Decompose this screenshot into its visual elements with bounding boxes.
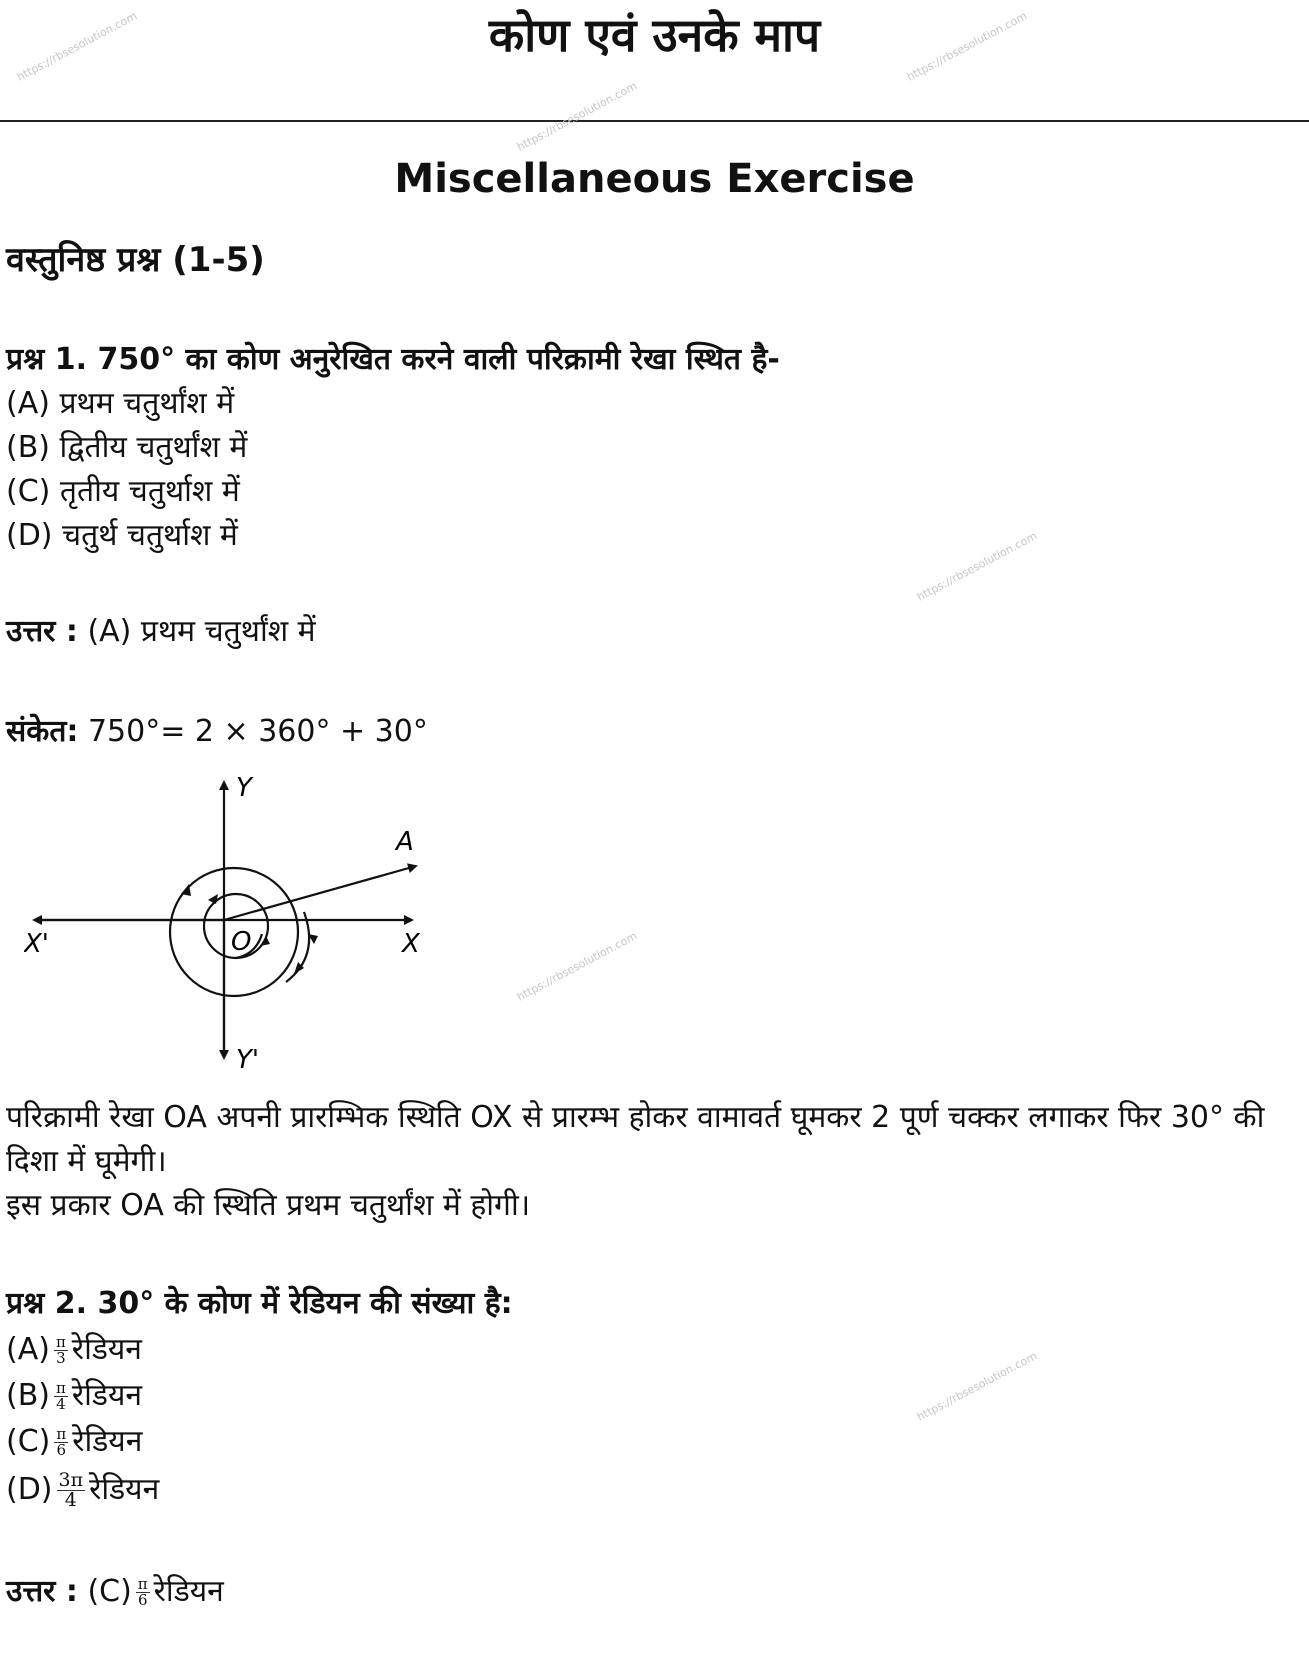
label-x: X (402, 929, 420, 959)
fraction-numerator: π (55, 1333, 66, 1351)
q2-answer (6, 1570, 224, 1614)
title-divider (0, 120, 1309, 122)
fraction-numerator: π (56, 1379, 66, 1397)
page-title: कोण एवं उनके माप (488, 8, 821, 62)
q2-option-a-prefix: (A) (6, 1332, 50, 1367)
q1-answer-label: उत्तर : (6, 614, 78, 649)
fraction-denominator: 4 (64, 1489, 77, 1511)
fraction (57, 1471, 86, 1510)
fraction (54, 1335, 68, 1366)
watermark: https://rbsesolution.com (914, 1349, 1040, 1424)
exercise-subtitle: Miscellaneous Exercise (394, 156, 915, 202)
section-heading: वस्तुनिष्ठ प्रश्न (1-5) (6, 240, 265, 280)
label-x-neg: X' (24, 929, 49, 959)
question-2-label: प्रश्न 2. (6, 1286, 87, 1321)
q1-hint (6, 710, 428, 754)
fraction-denominator: 6 (56, 1441, 67, 1459)
label-y: Y (236, 776, 252, 803)
question-1-label: प्रश्न 1. (6, 342, 87, 377)
q1-hint-label: संकेत: (6, 714, 79, 749)
fraction-numerator: π (56, 1425, 67, 1443)
q2-answer-unit: रेडियन (153, 1574, 224, 1609)
fraction-numerator: 3π (58, 1469, 84, 1491)
q2-option-d (6, 1468, 159, 1512)
q1-explanation-2: इस प्रकार OA की स्थिति प्रथम चतुर्थांश में होगी। (6, 1188, 531, 1223)
q1-option-b: (B) द्वितीय चतुर्थांश में (6, 430, 248, 465)
ray-oa (224, 866, 416, 920)
watermark: https://rbsesolution.com (904, 9, 1030, 84)
label-y-neg: Y' (236, 1045, 260, 1075)
q2-option-c-prefix: (C) (6, 1424, 51, 1459)
fraction-denominator: 3 (56, 1349, 66, 1367)
question-2 (6, 1282, 513, 1326)
fraction (54, 1381, 68, 1412)
q1-option-a: (A) प्रथम चतुर्थांश में (6, 386, 235, 421)
q2-answer-label: उत्तर : (6, 1574, 78, 1609)
q1-option-c: (C) तृतीय चतुर्थाश में (6, 474, 240, 509)
q2-option-a-unit: रेडियन (71, 1332, 142, 1367)
circle-arrow-2 (208, 894, 218, 904)
watermark: https://rbsesolution.com (14, 9, 140, 84)
question-1 (6, 338, 780, 382)
q1-answer (6, 610, 316, 654)
q2-option-b-prefix: (B) (6, 1378, 50, 1413)
q2-option-b (6, 1374, 142, 1418)
fraction-denominator: 4 (56, 1395, 66, 1413)
question-2-text: 30° के कोण में रेडियन की संख्या है: (97, 1286, 513, 1321)
q1-hint-text: 750°= 2 × 360° + 30° (87, 714, 428, 749)
q1-explanation-1: परिक्रामी रेखा OA अपनी प्रारम्भिक स्थिति OX से प्रारम्भ होकर वामावर्त घूमकर 2 पूर्ण चक्कर लगाकर फिर 30° की दिशा में घूमेगी। (6, 1100, 1265, 1179)
label-a: A (396, 827, 414, 857)
q2-option-c (6, 1420, 142, 1464)
q2-option-d-prefix: (D) (6, 1472, 53, 1507)
fraction-denominator: 6 (137, 1591, 148, 1609)
q2-option-d-unit: रेडियन (89, 1472, 160, 1507)
label-origin: O (231, 927, 252, 957)
q1-answer-text: (A) प्रथम चतुर्थांश में (87, 614, 316, 649)
watermark: https://rbsesolution.com (514, 929, 640, 1004)
watermark: https://rbsesolution.com (514, 79, 640, 154)
angle-diagram (24, 776, 444, 1076)
q2-option-c-unit: रेडियन (72, 1424, 143, 1459)
q2-option-b-unit: रेडियन (71, 1378, 142, 1413)
question-1-text: 750° का कोण अनुरेखित करने वाली परिक्रामी रेखा स्थित है- (97, 342, 780, 377)
q2-option-a (6, 1328, 142, 1372)
fraction (54, 1427, 68, 1458)
fraction-numerator: π (137, 1575, 148, 1593)
watermark: https://rbsesolution.com (914, 529, 1040, 604)
fraction (136, 1577, 150, 1608)
q1-option-d: (D) चतुर्थ चतुर्थाश में (6, 518, 238, 553)
q2-answer-prefix: (C) (87, 1574, 132, 1609)
